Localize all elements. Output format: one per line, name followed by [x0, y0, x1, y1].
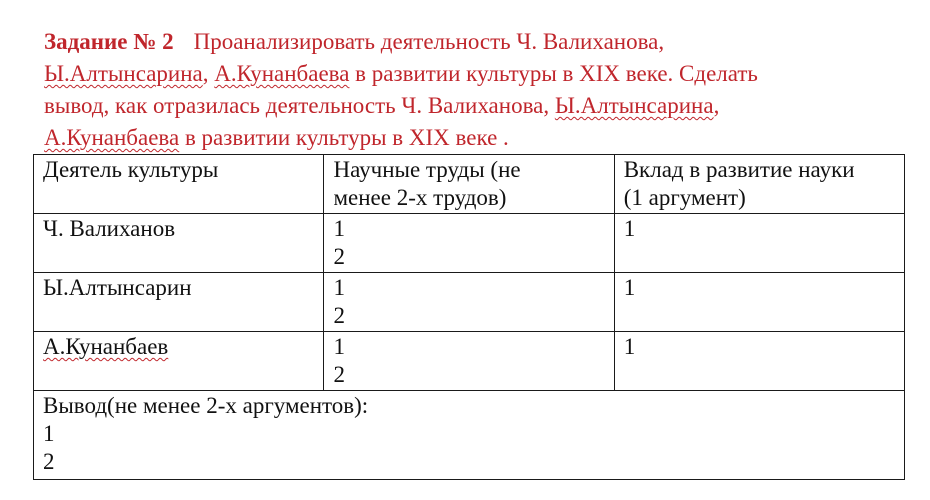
work-item: 2	[333, 303, 345, 328]
header-label: (1 аргумент)	[623, 185, 746, 210]
task-line-1	[44, 26, 914, 58]
task-text-line-1: Проанализировать деятельность Ч. Валиханова,	[193, 29, 665, 54]
works-cell[interactable]	[324, 214, 614, 273]
conclusion-item: 2	[43, 449, 55, 474]
works-cell[interactable]	[324, 273, 614, 332]
figure-name-cell[interactable]	[34, 214, 324, 273]
task-text: в развитии культуры в XIX веке .	[179, 125, 509, 150]
spellcheck-word: А.Кунанбаева	[214, 61, 350, 86]
table-row	[34, 332, 905, 391]
spellcheck-word: А.Кунанбаева	[44, 125, 180, 150]
header-cell-figure	[34, 155, 324, 214]
contribution-item: 1	[623, 216, 636, 241]
figure-name: Ы.Алтынсарин	[43, 275, 192, 300]
figure-name: Ч. Валиханов	[43, 216, 176, 241]
task-text: вывод, как отразилась деятельность Ч. Валиханова,	[44, 93, 555, 118]
contribution-item: 1	[623, 334, 636, 359]
header-cell-works	[324, 155, 614, 214]
header-label: Вклад в развитие науки	[623, 157, 855, 182]
table-header-row	[34, 155, 905, 214]
task-line-4	[44, 122, 914, 154]
assignment-table	[33, 154, 905, 480]
header-cell-contribution	[614, 155, 904, 214]
work-item: 1	[333, 216, 345, 241]
task-text: ,	[713, 93, 720, 118]
spellcheck-word: Ы.Алтынсарина	[44, 61, 203, 86]
conclusion-cell[interactable]	[34, 391, 905, 480]
works-cell[interactable]	[324, 332, 614, 391]
task-text: в развитии культуры в XIX веке. Сделать	[349, 61, 758, 86]
figure-name: А.Кунанбаев	[43, 334, 169, 359]
task-number: Задание № 2	[44, 29, 174, 54]
conclusion-row	[34, 391, 905, 480]
spellcheck-word: Ы.Алтынсарина	[554, 93, 714, 118]
work-item: 2	[333, 244, 345, 269]
contribution-cell[interactable]	[614, 214, 904, 273]
contribution-item: 1	[623, 275, 636, 300]
task-line-2	[44, 58, 914, 90]
table-row	[34, 214, 905, 273]
work-item: 1	[333, 334, 345, 359]
contribution-cell[interactable]	[614, 332, 904, 391]
task-line-3	[44, 90, 914, 122]
work-item: 2	[333, 362, 345, 387]
task-text: ,	[202, 61, 215, 86]
figure-name-cell[interactable]	[34, 332, 324, 391]
work-item: 1	[333, 275, 345, 300]
task-statement	[44, 26, 914, 154]
header-label: Деятель культуры	[43, 157, 219, 182]
conclusion-label: Вывод(не менее 2-х аргументов):	[43, 393, 369, 418]
header-label: менее 2-х трудов)	[333, 185, 507, 210]
table-row	[34, 273, 905, 332]
header-label: Научные труды (не	[333, 157, 521, 182]
contribution-cell[interactable]	[614, 273, 904, 332]
conclusion-item: 1	[43, 421, 55, 446]
figure-name-cell[interactable]	[34, 273, 324, 332]
